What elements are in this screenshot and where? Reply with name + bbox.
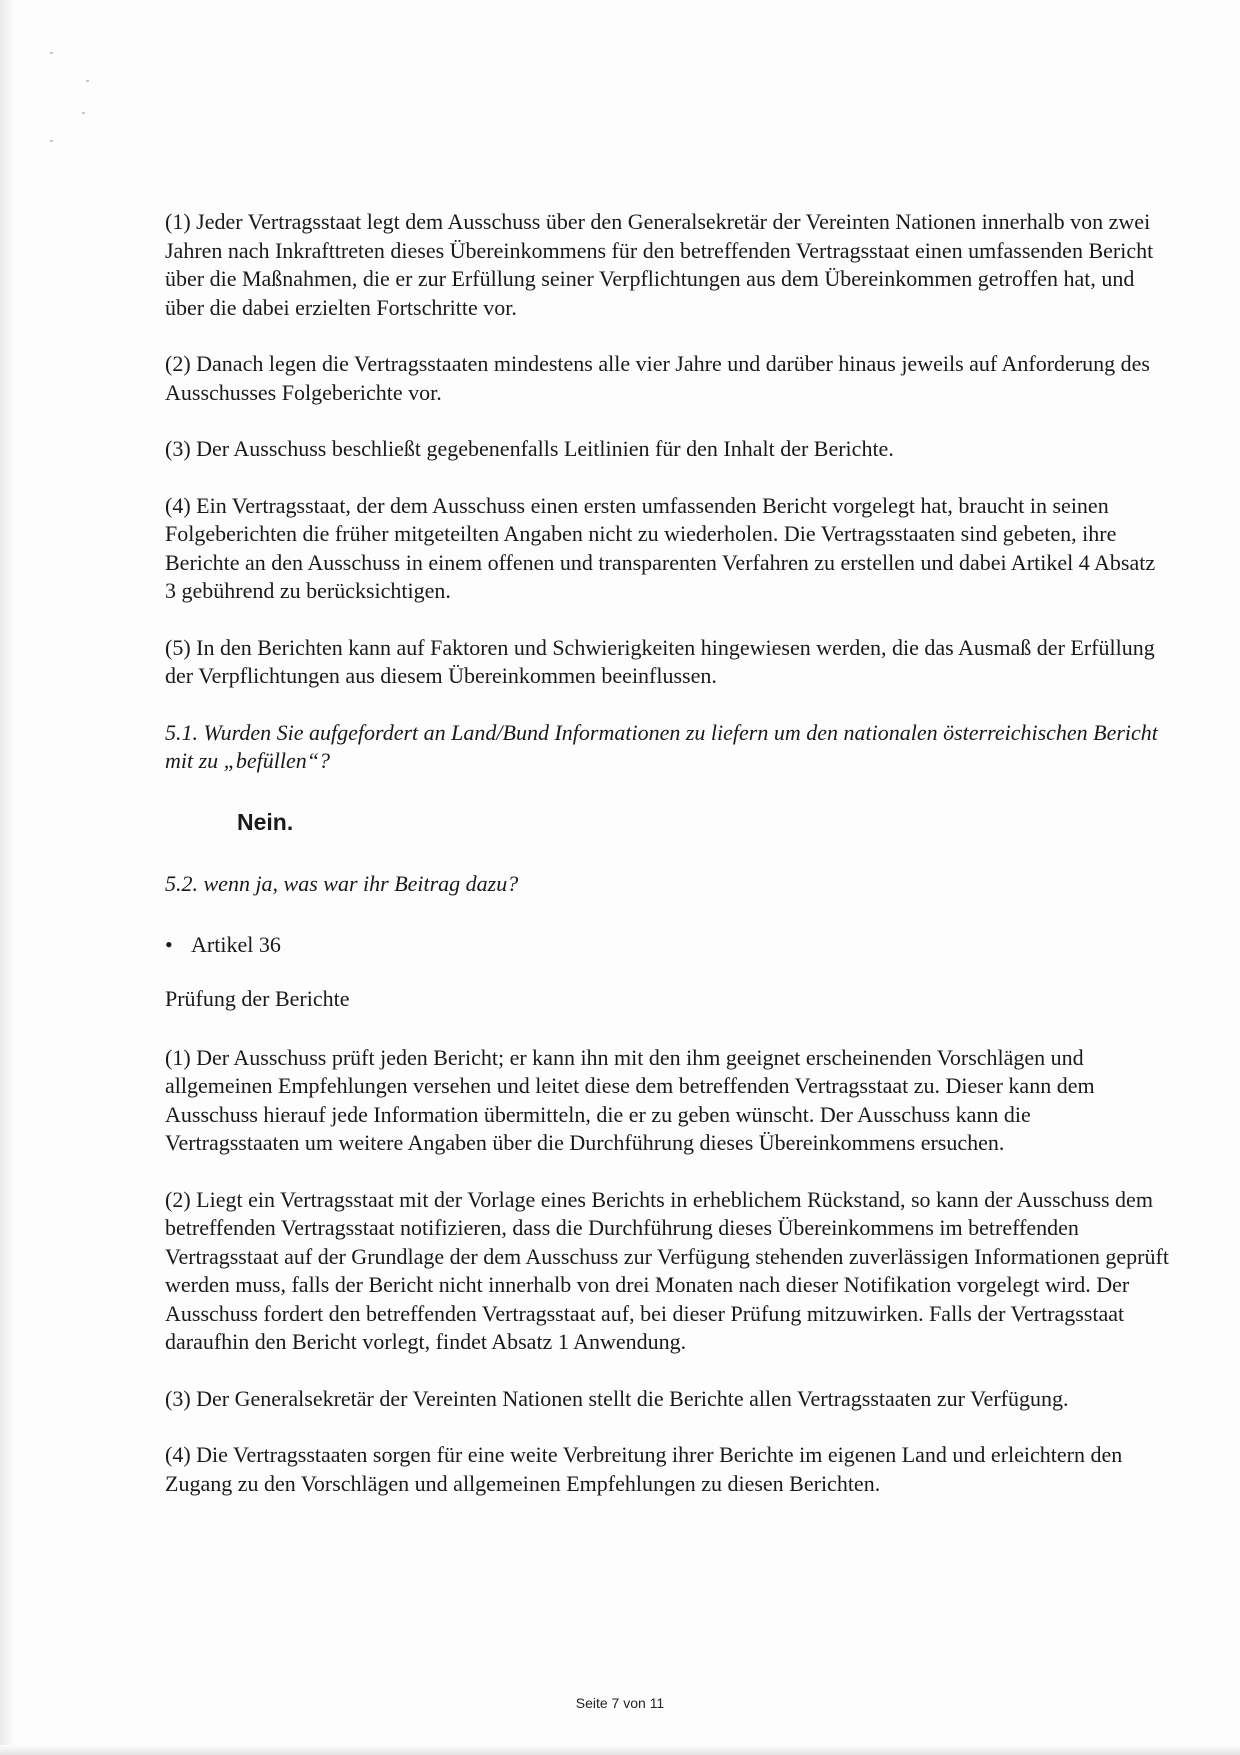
scan-speck — [82, 112, 85, 114]
paragraph-3: (3) Der Ausschuss beschließt gegebenenfalls Leitlinien für den Inhalt der Berichte. — [165, 436, 894, 461]
scan-left-edge — [0, 0, 14, 1755]
page-number: Seite 7 von 11 — [575, 1695, 665, 1711]
scan-bottom-edge — [0, 1745, 1240, 1755]
paragraph-1: (1) Jeder Vertragsstaat legt dem Ausschuss über den Generalsekretär der Vereinten Nationen innerhalb von zwei Jahren nach Inkrafttreten dieses Übereinkommens für den betreffenden Vertragsstaat einen umfassenden Bericht über die Maßnahmen, die er zur Erfüllung seiner Verpflichtungen aus dem Übereinkommen getroffen hat, und über die dabei erzielten Fortschritte vor. — [165, 209, 1154, 320]
scan-speck — [86, 80, 89, 82]
article-paragraph-2: (2) Liegt ein Vertragsstaat mit der Vorlage eines Berichts in erheblichem Rückstand, so kann der Ausschuss dem betreffenden Vertragsstaat notifizieren, dass die Durchführung dieses Übereinkommens im betreffenden Vertragsstaat auf der Grundlage der dem Ausschuss zur Verfügung stehenden zuverlässigen Informationen geprüft werden muss, falls der Bericht nicht innerhalb von drei Monaten nach dieser Notifikation vorgelegt wird. Der Ausschuss fordert den betreffenden Vertragsstaat auf, bei dieser Prüfung mitzuwirken. Falls der Vertragsstaat daraufhin den Bericht vorlegt, findet Absatz 1 Anwendung. — [165, 1186, 1169, 1354]
question-5-2: 5.2. wenn ja, was war ihr Beitrag dazu? — [165, 871, 519, 896]
answer-5-1: Nein. — [237, 808, 294, 835]
document-body — [165, 208, 1170, 1526]
article-paragraph-3: (3) Der Generalsekretär der Vereinten Nationen stellt die Berichte allen Vertragsstaaten zur Verfügung. — [165, 1385, 1069, 1411]
article-paragraph-1: (1) Der Ausschuss prüft jeden Bericht; er kann ihn mit den ihm geeignet erscheinenden Vorschlägen und allgemeinen Empfehlungen versehen und leitet diese dem betreffenden Vertragsstaat zu. Dieser kann dem Ausschuss hierauf jede Information übermitteln, die er zu geben wünscht. Der Ausschuss kann die Vertragsstaaten um weitere Angaben über die Durchführung dieses Übereinkommens ersuchen. — [165, 1044, 1095, 1155]
scan-speck — [50, 52, 53, 54]
question-5-1: 5.1. Wurden Sie aufgefordert an Land/Bund Informationen zu liefern um den nationalen österreichischen Bericht mit zu „befüllen“? — [165, 719, 1158, 773]
article-heading: Prüfung der Berichte — [165, 986, 350, 1011]
scan-speck — [50, 140, 53, 142]
paragraph-4: (4) Ein Vertragsstaat, der dem Ausschuss einen ersten umfassenden Bericht vorgelegt hat, braucht in seinen Folgeberichten die früher mitgeteilten Angaben nicht zu wiederholen. Die Vertragsstaaten sind gebeten, ihre Berichte an den Ausschuss in einem offenen und transparenten Verfahren zu erstellen und dabei Artikel 4 Absatz 3 gebührend zu berücksichtigen. — [165, 492, 1156, 603]
article-paragraph-4: (4) Die Vertragsstaaten sorgen für eine weite Verbreitung ihrer Berichte im eigenen Land und erleichtern den Zugang zu den Vorschlägen und allgemeinen Empfehlungen zu diesen Berichten. — [165, 1442, 1123, 1496]
paragraph-2: (2) Danach legen die Vertragsstaaten mindestens alle vier Jahre und darüber hinaus jeweils auf Anforderung des Ausschusses Folgeberichte vor. — [165, 351, 1150, 405]
article-label: Artikel 36 — [191, 931, 281, 957]
paragraph-5: (5) In den Berichten kann auf Faktoren und Schwierigkeiten hingewiesen werden, die das Ausmaß der Erfüllung der Verpflichtungen aus diesem Übereinkommen beeinflussen. — [165, 634, 1155, 688]
article-bullet — [165, 931, 1170, 960]
bullet-icon: • — [165, 931, 173, 957]
